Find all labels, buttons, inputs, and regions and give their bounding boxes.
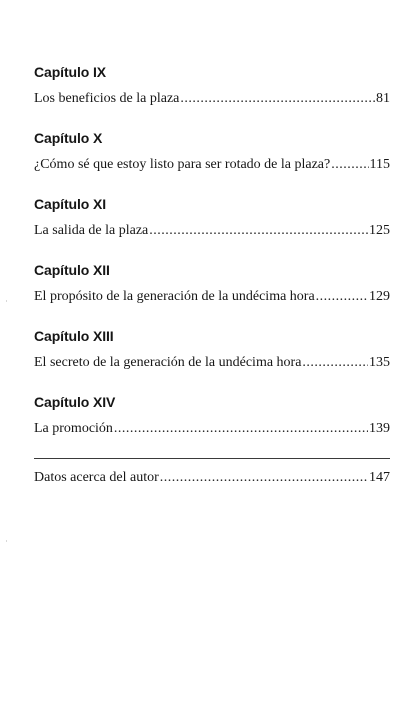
- chapter-14: [34, 392, 390, 440]
- chapter-heading: Capítulo X: [34, 130, 103, 146]
- page-number: 147: [369, 470, 390, 485]
- page-number: 129: [369, 289, 390, 304]
- entry-title: Los beneficios de la plaza: [34, 91, 180, 106]
- page-number: 139: [369, 421, 390, 436]
- scan-speck: [6, 540, 7, 542]
- toc-entry: [34, 154, 390, 176]
- chapter-12: [34, 260, 390, 308]
- entry-title: El propósito de la generación de la undécima hora: [34, 289, 315, 304]
- page-number: 81: [376, 91, 390, 106]
- table-of-contents: [34, 62, 390, 489]
- dot-leader: [316, 286, 368, 308]
- dot-leader: [331, 154, 368, 176]
- entry-title: La salida de la plaza: [34, 223, 149, 238]
- toc-entry: [34, 418, 390, 440]
- author-entry: [34, 467, 390, 489]
- page-number: 115: [369, 157, 390, 172]
- dot-leader: [149, 220, 368, 242]
- chapter-11: [34, 194, 390, 242]
- toc-entry: [34, 88, 390, 110]
- chapter-heading: Capítulo IX: [34, 64, 107, 80]
- chapter-heading: Capítulo XIV: [34, 394, 116, 410]
- entry-title: ¿Cómo sé que estoy listo para ser rotado de la plaza?: [34, 157, 331, 172]
- chapter-heading: Capítulo XII: [34, 262, 110, 278]
- page-number: 125: [369, 223, 390, 238]
- toc-entry: [34, 352, 390, 374]
- toc-entry: [34, 286, 390, 308]
- dot-leader: [302, 352, 368, 374]
- entry-title: La promoción: [34, 421, 113, 436]
- section-divider: [34, 458, 390, 459]
- page-number: 135: [369, 355, 390, 370]
- chapter-heading: Capítulo XI: [34, 196, 107, 212]
- entry-title: El secreto de la generación de la undécima hora: [34, 355, 302, 370]
- toc-entry: [34, 220, 390, 242]
- scan-speck: [6, 300, 7, 302]
- chapter-9: [34, 62, 390, 110]
- dot-leader: [160, 467, 368, 489]
- chapter-10: [34, 128, 390, 176]
- chapter-13: [34, 326, 390, 374]
- dot-leader: [180, 88, 375, 110]
- dot-leader: [114, 418, 368, 440]
- chapter-heading: Capítulo XIII: [34, 328, 114, 344]
- entry-title: Datos acerca del autor: [34, 470, 159, 485]
